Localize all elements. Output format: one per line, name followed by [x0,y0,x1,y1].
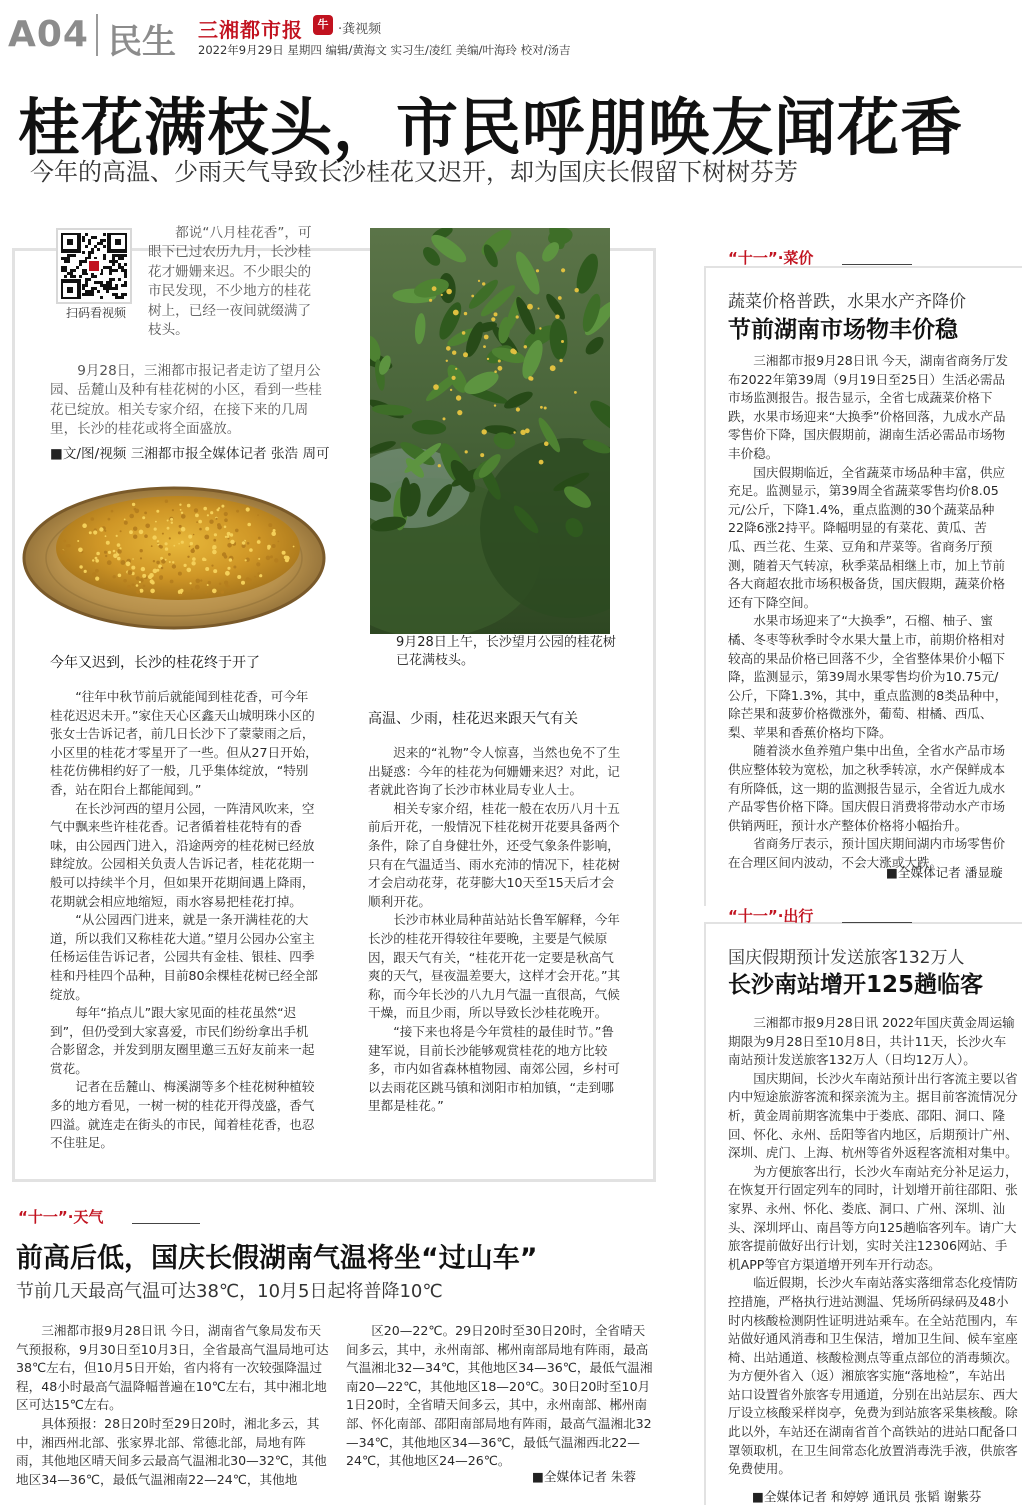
intro-credit: ■文/图/视频 三湘都市报全媒体记者 张浩 周可 [50,446,330,462]
paragraph: 区20—22℃。29日20时至30日20时，全省晴天间多云，其中，永州南部、郴州南部局地有阵雨，最高气温湘北32—34℃，其他地区34—36℃，最低气温湘南20—22℃，其他地区18—20℃。30日20时至10月1日20时，全省晴天间多云，其中，永州南部、郴州南部、怀化南部、邵阳南部局地有阵雨，最高气温湘北32—34℃，其他地区34—36℃，最低气温湘西北22—24℃，其他地区24—26℃。 [346,1323,653,1469]
paragraph: 记者在岳麓山、梅溪湖等多个桂花树种植较多的地方看见，一树一树的桂花开得茂盛，香气四溢。就连走在街头的市民，闻着桂花香，也忍不住驻足。 [50,1079,315,1151]
travel-tag: “十一”·出行 [728,907,814,925]
paragraph: 随着淡水鱼养殖户集中出鱼，全省水产品市场供应整体较为宽松，加之秋季转凉，水产保鲜成本有所降低，这一期的监测报告显示，全省近九成水产品零售价格下降。国庆假日消费将带动水产市场供销两旺，预计水产整体价格将小幅抬升。 [728,743,1006,833]
paragraph: 国庆假期临近，全省蔬菜市场品种丰富，供应充足。监测显示，第39周全省蔬菜零售均价8.05元/公斤，下降1.4%，重点监测的30个蔬菜品种22降6涨2持平。降幅明显的有菜花、黄瓜、苦瓜、西兰花、生菜、豆角和芹菜等。省商务厅预测，随着天气转凉，秋季菜品相继上市，加上节前各大商超农批市场积极备货，国庆假期，蔬菜价格还有下降空间。 [728,464,1006,610]
paragraph: 三湘都市报9月28日讯 2022年国庆黄金周运输期限为9月28日至10月8日，共计11天，长沙火车南站预计发送旅客132万人（日均12万人）。 [728,1015,1015,1068]
travel-body [728,1014,1018,1479]
qr-code-pattern [61,233,127,299]
header-divider [96,14,98,56]
paragraph: 省商务厅表示，预计国庆期间湖内市场零售价在合理区间内波动，不会大涨或大跌。 [728,836,1006,871]
paragraph: “从公园西门进来，就是一条开满桂花的大道，所以我们又称桂花大道。”望月公园办公室主任杨运佳告诉记者，公园共有金桂、银桂、四季桂和丹桂四个品种，目前80余棵桂花树已经全部绽放。 [50,912,318,1002]
brand-badge-icon: 牛 [313,15,333,35]
paragraph: 为方便旅客出行，长沙火车南站充分补足运力，在恢复开行固定列车的同时，计划增开前往邵阳、张家界、永州、怀化、娄底、洞口、广州、深圳、汕头、深圳坪山、南昌等方向125趟临客列车。请广大旅客提前做好出行计划，实时关注12306网站、手机APP等官方渠道增开列车开行动态。 [728,1163,1018,1272]
weather-tag-underline [132,1223,200,1224]
main-subhead: 今年的高温、少雨天气导致长沙桂花又迟开，却为国庆长假留下树树芬芳 [30,158,798,186]
story-subhead-2: 高温、少雨，桂花迟来跟天气有关 [368,711,578,727]
travel-credit: ■全媒体记者 和婷婷 通讯员 张韬 谢紫芬 [752,1489,982,1504]
travel-tag-underline [842,922,912,923]
story-left-column [50,688,318,1153]
paragraph: 长沙市林业局种苗站站长鲁军解释，今年长沙的桂花开得较往年要晚，主要是气候原因，跟天气有关，“桂花开花一定要是秋高气爽的天气，昼夜温差要大，这样才会开花。”其称，而今年长沙的八九月气温一直很高，气候干燥，而且少雨，所以导致长沙桂花晚开。 [368,912,621,1021]
paragraph: 国庆期间，长沙火车南站预计出行客流主要以省内中短途旅游客流和探亲流为主。据目前客流情况分析，黄金周前期客流集中于娄底、邵阳、洞口、隆回、怀化、永州、岳阳等省内地区，后期预计广州、深圳、虎门、上海、杭州等省外返程客流相对集中。 [728,1070,1018,1161]
photo-caption: 9月28日上午，长沙望月公园的桂花树已花满枝头。 [396,635,616,668]
qr-code-icon[interactable] [56,228,132,304]
paragraph: 每年“掐点儿”跟大家见面的桂花虽然“迟到”，但仍受到大家喜爱，市民们纷纷拿出手机合影留念，并发到朋友圈里邀三五好友前来一起赏花。 [50,1005,315,1076]
veg-prices-body [728,352,1010,873]
main-headline: 桂花满枝头，市民呼朋唤友闻花香 [18,91,964,164]
weather-credit: ■全媒体记者 朱蓉 [532,1469,637,1484]
brand-video-label: ·龚视频 [338,22,382,37]
paragraph: “往年中秋节前后就能闻到桂花香，可今年桂花迟迟未开。”家住天心区鑫天山城明珠小区的张女士告诉记者，前几日长沙下了蒙蒙雨之后，小区里的桂花才零星开了一些。但从27日开始，桂花仿佛相约好了一般，几乎集体绽放，“特别香，站在阳台上都能闻到。” [50,689,318,797]
paragraph: 迟来的“礼物”令人惊喜，当然也免不了生出疑惑：今年的桂花为何姗姗来迟？对此，记者就此咨询了长沙市林业局专业人士。 [368,745,621,798]
travel-headline: 长沙南站增开125趟临客 [728,972,984,998]
veg-prices-headline: 节前湖南市场物丰价稳 [728,317,958,343]
story-right-column [368,744,624,1116]
paragraph: 具体预报：28日20时至29日20时，湘北多云，其中，湘西州北部、张家界北部、常德北部，局地有阵雨，其他地区晴天间多云最高气温湘北30—32℃，其他地区34—36℃，最低气温湘南22—24℃，其他地 [16,1415,327,1487]
intro-top-text: 都说“八月桂花香”，可眼下已过农历九月，长沙桂花才姗姗来迟。不少眼尖的市民发现，不少地方的桂花树上，已经一夜间就缀满了枝头。 [148,225,312,339]
paragraph: 临近假期，长沙火车南站落实落细常态化疫情防控措施，严格执行进站测温、凭场所码绿码及48小时内核酸检测阴性证明进站乘车。在全站范围内，车站做好通风消毒和卫生保洁，增加卫生间、候车室座椅、出站通道、核酸检测点等重点部位的消毒频次。为方便外省入（返）湘旅客实施“落地检”，车站出站口设置省外旅客专用通道，分别在出站层东、西大厅设立核酸采样岗亭，免费为到站旅客采集核酸。除此以外，车站还在湖南省首个高铁站的进站口配备口罩领取机，在卫生间常态化放置消毒洗手液，供旅客免费使用。 [728,1275,1018,1477]
weather-column-2 [346,1322,656,1471]
veg-prices-tag: “十一”·菜价 [728,249,814,267]
paragraph: 三湘都市报9月28日讯 今天，湖南省商务厅发布2022年第39周（9月19日至25日）生活必需品市场监测报告。报告显示，全省七成蔬菜价格下跌，水果市场迎来“大换季”价格回落，九成水产品零售价下降，国庆假期前，湖南生活必需品市场物丰价稳。 [728,353,1008,461]
weather-column-1 [16,1322,330,1489]
brand-name: 三湘都市报 [198,18,303,42]
weather-tag: “十一”·天气 [18,1208,104,1226]
paragraph: “接下来也将是今年赏桂的最佳时节。”鲁建军说，目前长沙能够观赏桂花的地方比较多，市内如省森林植物园、南郊公园，乡村可以去雨花区跳马镇和浏阳市柏加镇，“走到哪里都是桂花。” [368,1023,620,1114]
page-number: A04 [8,14,89,55]
travel-kicker: 国庆假期预计发送旅客132万人 [728,948,965,968]
weather-subhead: 节前几天最高气温可达38℃，10月5日起将普降10℃ [16,1281,443,1302]
veg-prices-kicker: 蔬菜价格普跌，水果水产齐降价 [728,292,966,312]
intro-bottom-text: 9月28日，三湘都市报记者走访了望月公园、岳麓山及种有桂花树的小区，看到一些桂花已绽放。相关专家介绍，在接下来的几周里，长沙的桂花或将全面盛放。 [50,363,322,438]
section-name: 民生 [108,22,176,62]
osmanthus-tree-photo [370,228,610,634]
veg-tag-underline [842,264,912,265]
paragraph: 水果市场迎来了“大换季”，石榴、柚子、蜜橘、冬枣等秋季时令水果大量上市，前期价格相对较高的果品价格已回落不少，全省整体果价小幅下降，监测显示，第39周水果零售均价为10.75元/公斤，下降1.3%，其中，重点监测的8类品种中，除芒果和菠萝价格微涨外，葡萄、柑橘、西瓜、梨、苹果和香蕉价格均下降。 [728,613,1008,740]
paragraph: 三湘都市报9月28日讯 今日，湖南省气象局发布天气预报称，9月30日至10月3日，全省最高气温局地可达38℃左右，但10月5日开始，省内将有一次较强降温过程，48小时最高气温降幅普遍在10℃左右，其中湘北地区可达15℃左右。 [16,1323,329,1413]
osmanthus-basket-photo [18,462,330,634]
header-meta: 2022年9月29日 星期四 编辑/黄海文 实习生/凌红 美编/叶海玲 校对/汤吉 [198,43,571,57]
weather-headline: 前高后低，国庆长假湖南气温将坐“过山车” [16,1243,538,1274]
qr-caption: 扫码看视频 [65,306,126,320]
paragraph: 在长沙河西的望月公园，一阵清风吹来，空气中飘来些许桂花香。记者循着桂花特有的香味，由公园西门进入，沿途两旁的桂花树已经放肆绽放。公园相关负责人告诉记者，桂花花期一般可以持续半个月，但如果开花期间遇上降雨，花期就会相应地缩短，雨水容易把桂花打掉。 [50,800,315,909]
veg-prices-credit: ■全媒体记者 潘显璇 [886,865,1003,880]
paragraph: 相关专家介绍，桂花一般在农历八月十五前后开花，一般情况下桂花树开花要具备两个条件，除了自身健壮外，还受气象条件影响，只有在气温适当、雨水充沛的情况下，桂花树才会启动花芽，花芽膨大10天至15天后才会顺利开花。 [368,800,620,909]
story-subhead-1: 今年又迟到，长沙的桂花终于开了 [50,655,260,671]
